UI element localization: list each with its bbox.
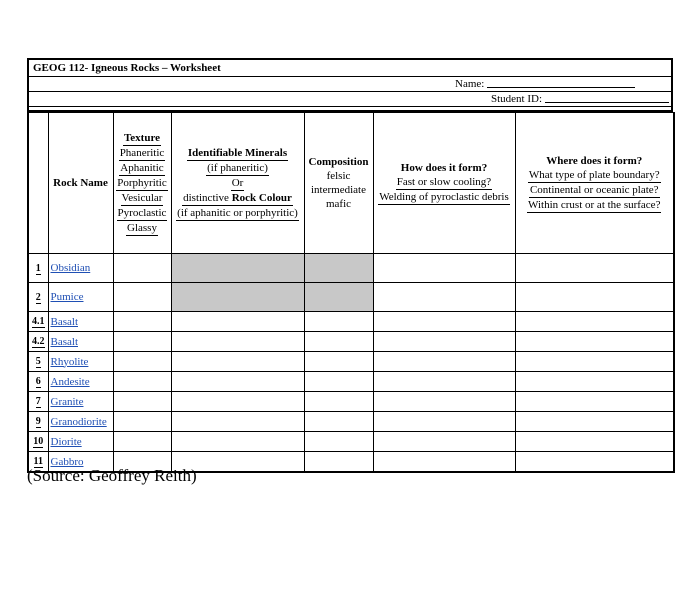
how-cell[interactable] — [373, 372, 515, 392]
texture-header — [113, 113, 171, 254]
student-id-line — [29, 92, 671, 107]
num-header — [28, 113, 48, 254]
texture-option: Porphyritic — [117, 176, 167, 189]
row-number: 6 — [35, 376, 41, 387]
how-cell[interactable] — [373, 332, 515, 352]
how-header — [373, 113, 515, 254]
where-heading: Where does it form? — [546, 154, 643, 167]
how-cell[interactable] — [373, 432, 515, 452]
where-cell[interactable] — [515, 392, 674, 412]
minerals-cell[interactable] — [171, 432, 304, 452]
composition-cell[interactable] — [304, 372, 373, 392]
where-line: What type of plate boundary? — [528, 168, 660, 181]
student-id-blank[interactable] — [545, 92, 669, 103]
rock-link[interactable]: Granite — [50, 395, 84, 408]
how-cell[interactable] — [373, 452, 515, 473]
texture-cell[interactable] — [113, 392, 171, 412]
worksheet-header — [27, 58, 673, 107]
composition-cell-shaded — [304, 283, 373, 312]
row-number: 11 — [33, 456, 43, 467]
minerals-line: (if aphanitic or porphyritic) — [177, 206, 298, 219]
row-number: 5 — [35, 356, 41, 367]
how-cell[interactable] — [373, 392, 515, 412]
minerals-header — [171, 113, 304, 254]
where-cell[interactable] — [515, 412, 674, 432]
rock-link[interactable]: Gabbro — [50, 455, 84, 468]
minerals-cell-shaded — [171, 283, 304, 312]
row-number: 9 — [35, 416, 41, 427]
where-cell[interactable] — [515, 432, 674, 452]
name-label: Name: — [455, 78, 485, 90]
composition-option: intermediate — [311, 184, 366, 196]
table-row — [28, 332, 674, 352]
table-row — [28, 352, 674, 372]
student-id-label: Student ID: — [491, 93, 543, 105]
texture-cell[interactable] — [113, 412, 171, 432]
table-row — [28, 372, 674, 392]
rock-colour-label: Rock Colour — [231, 191, 292, 204]
minerals-cell[interactable] — [171, 412, 304, 432]
composition-cell[interactable] — [304, 312, 373, 332]
where-cell[interactable] — [515, 372, 674, 392]
table-row — [28, 412, 674, 432]
worksheet — [27, 58, 673, 473]
rock-link[interactable]: Diorite — [50, 435, 82, 448]
texture-option: Vesicular — [121, 191, 163, 204]
texture-heading: Texture — [123, 131, 161, 144]
how-cell[interactable] — [373, 283, 515, 312]
row-number: 10 — [33, 436, 44, 447]
where-cell[interactable] — [515, 452, 674, 473]
minerals-cell[interactable] — [171, 392, 304, 412]
name-blank[interactable] — [487, 77, 635, 88]
table-row — [28, 312, 674, 332]
table-row — [28, 254, 674, 283]
rock-link[interactable]: Andesite — [50, 375, 90, 388]
where-cell[interactable] — [515, 312, 674, 332]
minerals-cell[interactable] — [171, 312, 304, 332]
table-row — [28, 432, 674, 452]
how-cell[interactable] — [373, 412, 515, 432]
texture-option: Phaneritic — [119, 146, 165, 159]
composition-cell[interactable] — [304, 352, 373, 372]
minerals-heading: Identifiable Minerals — [187, 146, 288, 159]
where-cell[interactable] — [515, 254, 674, 283]
where-cell[interactable] — [515, 332, 674, 352]
minerals-cell[interactable] — [171, 372, 304, 392]
table-header-row — [28, 113, 674, 254]
worksheet-title: GEOG 112- Igneous Rocks – Worksheet — [29, 60, 671, 77]
texture-cell[interactable] — [113, 312, 171, 332]
rocks-table — [27, 112, 675, 473]
where-line: Continental or oceanic plate? — [529, 183, 659, 196]
table-row — [28, 392, 674, 412]
rock-link[interactable]: Granodiorite — [50, 415, 107, 428]
how-line: Fast or slow cooling? — [396, 176, 492, 188]
composition-header — [304, 113, 373, 254]
how-cell[interactable] — [373, 312, 515, 332]
rock-link[interactable]: Basalt — [50, 335, 78, 348]
row-number: 4.1 — [32, 316, 45, 327]
rock-link[interactable]: Pumice — [50, 291, 84, 303]
minerals-line: Or — [231, 176, 244, 189]
source-caption: (Source: Geoffrey Reith) — [27, 466, 197, 485]
texture-cell[interactable] — [113, 372, 171, 392]
rock-name-header: Rock Name — [48, 113, 113, 254]
texture-cell[interactable] — [113, 254, 171, 283]
composition-heading: Composition — [308, 156, 369, 168]
how-line: Welding of pyroclastic debris — [379, 191, 509, 203]
texture-option: Aphanitic — [120, 161, 164, 174]
minerals-line: (if phaneritic) — [207, 161, 268, 174]
rock-link[interactable]: Rhyolite — [50, 355, 89, 368]
composition-cell[interactable] — [304, 432, 373, 452]
table-row — [28, 283, 674, 312]
where-cell[interactable] — [515, 283, 674, 312]
rock-link[interactable]: Basalt — [50, 315, 78, 328]
composition-option: mafic — [325, 198, 352, 210]
name-line — [29, 77, 671, 92]
composition-cell[interactable] — [304, 392, 373, 412]
composition-cell[interactable] — [304, 452, 373, 473]
composition-cell-shaded — [304, 254, 373, 283]
texture-cell[interactable] — [113, 352, 171, 372]
texture-cell[interactable] — [113, 283, 171, 312]
how-cell[interactable] — [373, 254, 515, 283]
how-cell[interactable] — [373, 352, 515, 372]
how-heading: How does it form? — [400, 162, 488, 174]
texture-option: Pyroclastic — [117, 206, 167, 219]
minerals-line: distinctive — [183, 191, 232, 204]
texture-cell[interactable] — [113, 432, 171, 452]
minerals-cell[interactable] — [171, 332, 304, 352]
row-number: 2 — [35, 291, 41, 303]
where-header — [515, 113, 674, 254]
composition-cell[interactable] — [304, 412, 373, 432]
where-cell[interactable] — [515, 352, 674, 372]
row-number: 1 — [35, 262, 41, 274]
texture-cell[interactable] — [113, 332, 171, 352]
composition-cell[interactable] — [304, 332, 373, 352]
minerals-cell[interactable] — [171, 352, 304, 372]
where-line: Within crust or at the surface? — [528, 198, 661, 211]
row-number: 4.2 — [32, 336, 45, 347]
composition-option: felsic — [326, 170, 351, 182]
minerals-cell-shaded — [171, 254, 304, 283]
texture-option: Glassy — [127, 221, 157, 234]
row-number: 7 — [35, 396, 41, 407]
rock-link[interactable]: Obsidian — [50, 262, 91, 274]
